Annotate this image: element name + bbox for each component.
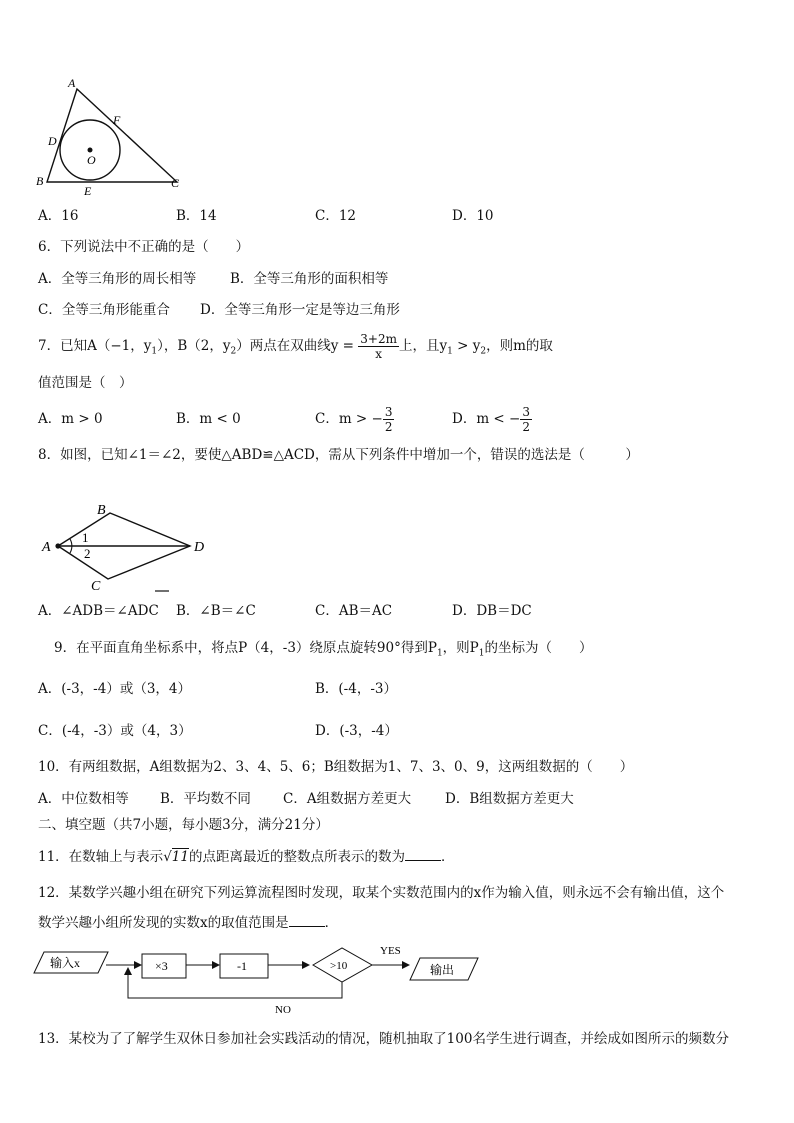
q7-option-d	[452, 399, 532, 439]
q10-option-a: A．中位数相等	[38, 791, 129, 807]
arrowhead-yes	[402, 961, 410, 969]
q7-text-1: 7．已知A（−1，y	[38, 338, 152, 354]
q12-flowchart	[30, 938, 500, 1022]
q7-option-c-text: C．m > −	[315, 411, 383, 427]
q7-sub-4: 2	[480, 346, 487, 357]
arrowhead-2	[212, 961, 220, 969]
q7-sub-2: 2	[230, 346, 237, 357]
label-c: C	[171, 176, 180, 190]
label-b: B	[36, 174, 44, 188]
q7-text-4: 上，且y	[398, 338, 448, 354]
angle-1-label: 1	[82, 530, 89, 545]
q6-stem: 6．下列说法中不正确的是（ ）	[38, 239, 250, 255]
label-f: F	[113, 113, 121, 127]
q9-stem	[54, 639, 593, 663]
center-point	[88, 148, 93, 153]
q11-end: ．	[440, 849, 455, 865]
q5-option-b: B．14	[176, 208, 217, 224]
q11-answer-blank[interactable]	[405, 848, 441, 861]
q7-stem	[38, 329, 553, 369]
section-2-heading: 二、填空题（共7小题，每小题3分，满分21分）	[38, 817, 329, 833]
multiply-label: ×3	[155, 959, 168, 973]
sqrt-sign: √	[163, 849, 172, 865]
q11-text-1: 11．在数轴上与表示	[38, 849, 164, 865]
q8-option-b: B．∠B＝∠C	[176, 603, 256, 619]
q7-option-d-text: D．m < −	[452, 411, 521, 427]
q7-option-c-num: 3	[384, 405, 393, 419]
q7-option-c-den: 2	[384, 420, 393, 434]
q7-option-d-fraction	[520, 405, 532, 434]
q7-text-2: ），B（2，y	[157, 338, 231, 354]
q9-sub-1: 1	[436, 648, 443, 659]
q7-text-6: ，则m的取	[486, 338, 553, 354]
q12-stem-line2	[38, 914, 338, 932]
q7-option-b: B．m < 0	[176, 411, 241, 427]
label-d: D	[194, 540, 205, 555]
q6-option-c: C．全等三角形能重合	[38, 302, 170, 318]
angle-2-label: 2	[84, 546, 91, 561]
q7-text-5: > y	[452, 338, 481, 354]
arrowhead-1	[134, 961, 142, 969]
loop-line	[128, 973, 342, 998]
q6-option-a: A．全等三角形的周长相等	[38, 271, 197, 287]
q5-option-d: D．10	[452, 208, 494, 224]
q7-option-c	[315, 399, 394, 439]
q12-end: ．	[324, 915, 339, 931]
q8-option-a: A．∠ADB＝∠ADC	[38, 603, 159, 619]
q5-option-c: C．12	[315, 208, 357, 224]
q13-stem-line1: 13．某校为了了解学生双休日参加社会实践活动的情况，随机抽取了100名学生进行调查，并绘成如图所示的频数分	[38, 1031, 729, 1047]
q5-option-a: A．16	[38, 208, 79, 224]
q7-stem-line2: 值范围是（ ）	[38, 375, 133, 391]
q11-text-2: 的点距离最近的整数点所表示的数为	[188, 849, 405, 865]
q10-option-c: C．A组数据方差更大	[283, 791, 412, 807]
input-label: 输入x	[50, 956, 81, 970]
label-c: C	[91, 579, 101, 594]
q8-option-c: C．AB＝AC	[315, 603, 393, 619]
label-o: O	[87, 153, 96, 167]
q7-sub-3: 1	[447, 346, 453, 357]
label-a: A	[68, 76, 76, 90]
q7-option-a: A．m > 0	[38, 411, 103, 427]
q8-quadrilateral-figure	[36, 496, 226, 594]
q9-option-a: A．(-3，-4）或（3，4）	[38, 681, 191, 697]
arrowhead-loop	[124, 967, 132, 975]
q11-stem	[38, 848, 454, 866]
q10-stem: 10．有两组数据，A组数据为2、3、4、5、6；B组数据为1、7、3、0、9，这两组数据的（ ）	[38, 759, 634, 775]
q7-option-d-num: 3	[522, 405, 530, 419]
q12-text: 数学兴趣小组所发现的实数x的取值范围是	[38, 915, 289, 931]
q5-triangle-figure	[30, 75, 190, 200]
label-d: D	[48, 134, 57, 148]
q9-option-c: C．(-4，-3）或（4，3）	[38, 723, 192, 739]
arrowhead-3	[302, 961, 310, 969]
q7-frac-num: 3+2m	[360, 332, 397, 346]
label-b: B	[97, 503, 106, 518]
no-label: NO	[275, 1004, 291, 1016]
q6-option-b: B．全等三角形的面积相等	[230, 271, 389, 287]
q7-option-d-den: 2	[522, 420, 530, 434]
q9-text-3: 的坐标为（ ）	[484, 640, 593, 656]
q7-fraction	[358, 332, 399, 361]
q7-option-c-fraction	[383, 405, 395, 434]
q9-text-2: ，则P	[442, 640, 479, 656]
yes-label: YES	[380, 945, 401, 957]
label-a: A	[42, 540, 51, 555]
q7-text-3: ）两点在双曲线y =	[236, 338, 354, 354]
q11-radicand: 11	[171, 849, 189, 865]
output-label: 输出	[430, 963, 455, 977]
q9-option-d: D．(-3，-4）	[315, 723, 398, 739]
label-e: E	[84, 184, 92, 198]
q9-sub-2: 1	[478, 648, 485, 659]
point-a	[55, 543, 60, 548]
q10-option-b: B．平均数不同	[160, 791, 251, 807]
q12-stem-line1: 12．某数学兴趣小组在研究下列运算流程图时发现，取某个实数范围内的x作为输入值，则永远不会有输出值，这个	[38, 885, 725, 901]
q9-option-b: B．(-4，-3）	[315, 681, 397, 697]
q6-option-d: D．全等三角形一定是等边三角形	[200, 302, 400, 318]
q10-option-d: D．B组数据方差更大	[445, 791, 574, 807]
q8-option-d: D．DB＝DC	[452, 603, 532, 619]
subtract-label: -1	[237, 959, 247, 973]
q12-answer-blank[interactable]	[289, 914, 325, 927]
q7-sub-1: 1	[151, 346, 158, 357]
q7-frac-den: x	[375, 347, 382, 361]
decision-label: >10	[330, 960, 348, 972]
q8-stem: 8．如图，已知∠1＝∠2，要使△ABD≌△ACD，需从下列条件中增加一个，错误的选法是（ ）	[38, 447, 639, 463]
q9-text-1: 9．在平面直角坐标系中，将点P（4，-3）绕原点旋转90°得到P	[54, 640, 437, 656]
